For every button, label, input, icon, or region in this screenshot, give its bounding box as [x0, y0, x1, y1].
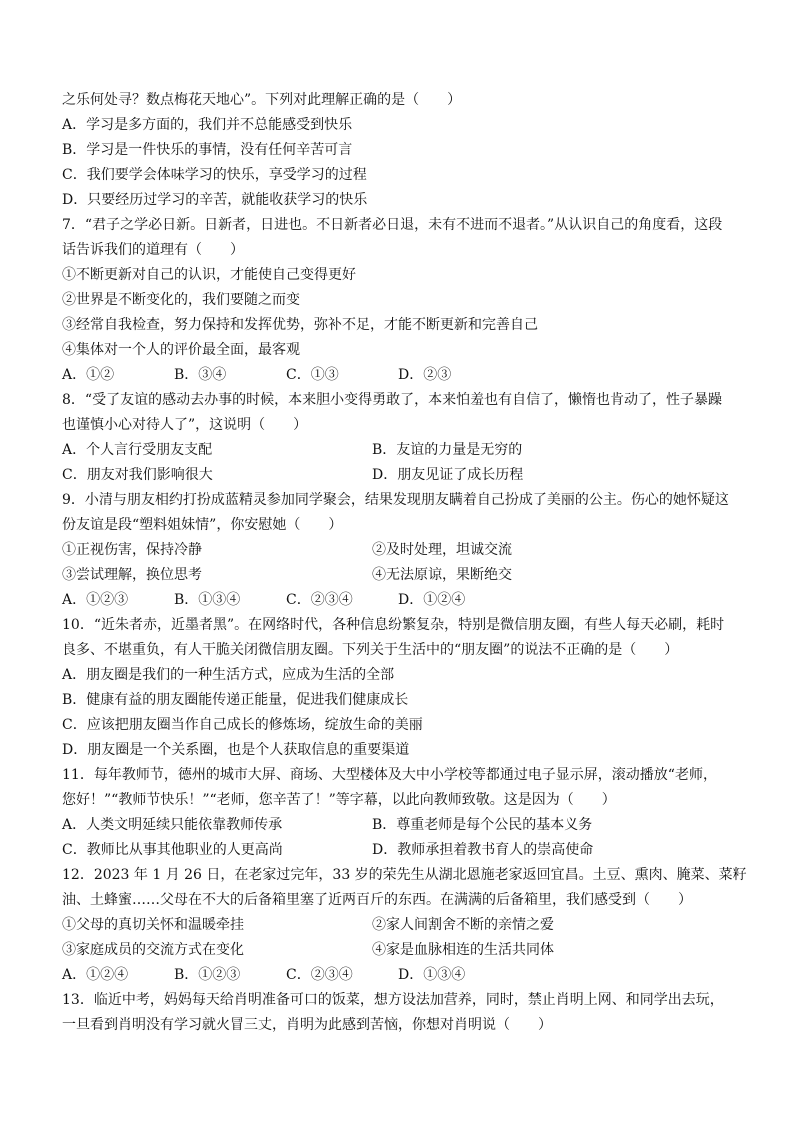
question-10-stem-line-2: 良多、不堪重负，有人干脆关闭微信朋友圈。下列关于生活中的“朋友圈”的说法不正确的是（ ） — [62, 642, 679, 658]
question-8-options-row-2 — [62, 463, 742, 488]
question-9-item-1: ①正视伤害，保持冷静 — [62, 542, 202, 558]
question-7-option-b: B．③④ — [174, 367, 227, 383]
question-9-items-row-1 — [62, 538, 742, 563]
question-12-item-1: ①父母的真切关怀和温暖牵挂 — [62, 917, 244, 933]
question-12-options — [62, 963, 742, 988]
question-9-option-c: C．②③④ — [286, 592, 353, 608]
question-8-option-a: A．个人言行受朋友支配 — [62, 442, 213, 458]
question-11-stem-line-1: 11．每年教师节，德州的城市大屏、商场、大型楼体及大中小学校等都通过电子显示屏，滚动播放“老师， — [62, 767, 717, 783]
question-12-item-3: ③家庭成员的交流方式在变化 — [62, 942, 244, 958]
question-9-items-row-2 — [62, 563, 742, 588]
question-11-option-b: B．尊重老师是每个公民的基本义务 — [372, 817, 593, 833]
question-12-stem-line-2: 油、土蜂蜜……父母在不大的后备箱里塞了近两百斤的东西。在满满的后备箱里，我们感受到（ ） — [62, 892, 692, 908]
question-11-options-row-2 — [62, 838, 742, 863]
question-7-stem-line-2: 话告诉我们的道理有（ ） — [62, 242, 244, 258]
question-12-item-2: ②家人间割舍不断的亲情之爱 — [372, 917, 554, 933]
question-6-option-a: A．学习是多方面的，我们并不总能感受到快乐 — [62, 117, 353, 133]
question-10-option-a: A．朋友圈是我们的一种生活方式，应成为生活的全部 — [62, 667, 395, 683]
question-11-option-c: C．教师比从事其他职业的人更高尚 — [62, 842, 283, 858]
question-12 — [62, 863, 747, 988]
question-7-item-2: ②世界是不断变化的，我们要随之而变 — [62, 292, 300, 308]
question-11-option-d: D．教师承担着教书育人的崇高使命 — [372, 842, 594, 858]
question-12-option-b: B．①②③ — [174, 967, 241, 983]
question-9-item-4: ④无法原谅，果断绝交 — [372, 567, 512, 583]
question-7-option-c: C．①③ — [286, 367, 339, 383]
question-12-items-row-2 — [62, 938, 742, 963]
question-7 — [62, 213, 742, 388]
question-8-option-d: D．朋友见证了成长历程 — [372, 467, 524, 483]
question-8-option-c: C．朋友对我们影响很大 — [62, 467, 213, 483]
question-6-option-c: C．我们要学会体味学习的快乐，享受学习的过程 — [62, 167, 367, 183]
question-13-stem-line-2: 一旦看到肖明没有学习就火冒三丈，肖明为此感到苦恼，你想对肖明说（ ） — [62, 1017, 552, 1033]
question-6-option-b: B．学习是一件快乐的事情，没有任何辛苦可言 — [62, 142, 353, 158]
question-7-options — [62, 363, 742, 388]
question-8 — [62, 388, 742, 488]
question-12-item-4: ④家是血脉相连的生活共同体 — [372, 942, 554, 958]
question-8-option-b: B．友谊的力量是无穷的 — [372, 442, 523, 458]
question-9-option-a: A．①②③ — [62, 592, 129, 608]
question-9-option-b: B．①③④ — [174, 592, 241, 608]
question-9-options — [62, 588, 742, 613]
question-11-stem-line-2: 您好！”“教师节快乐！”“老师，您辛苦了！”等字幕，以此向教师致敬。这是因为（ ） — [62, 792, 616, 808]
question-8-options-row-1 — [62, 438, 742, 463]
question-list — [62, 88, 747, 1038]
question-9-stem-line-2: 份友谊是段“塑料姐妹情”，你安慰她（ ） — [62, 517, 343, 533]
question-11 — [62, 763, 742, 863]
question-10-option-b: B．健康有益的朋友圈能传递正能量，促进我们健康成长 — [62, 692, 409, 708]
question-12-option-c: C．②③④ — [286, 967, 353, 983]
question-12-option-a: A．①②④ — [62, 967, 129, 983]
question-13-stem-line-1: 13．临近中考，妈妈每天给肖明准备可口的饭菜，想方设法加营养，同时，禁止肖明上网、和同学出去玩， — [62, 992, 724, 1008]
question-6-stem: 之乐何处寻？数点梅花天地心”。下列对此理解正确的是（ ） — [62, 92, 462, 108]
question-7-item-1: ①不断更新对自己的认识，才能使自己变得更好 — [62, 267, 356, 283]
question-11-options-row-1 — [62, 813, 742, 838]
question-12-stem-line-1: 12．2023 年 1 月 26 日，在老家过完年，33 岁的荣先生从湖北恩施老家返回宜昌。土豆、熏肉、腌菜、菜籽 — [62, 867, 747, 883]
question-7-item-4: ④集体对一个人的评价最全面，最客观 — [62, 342, 300, 358]
question-10-option-c: C．应该把朋友圈当作自己成长的修炼场，绽放生命的美丽 — [62, 717, 423, 733]
question-9-item-2: ②及时处理，坦诚交流 — [372, 542, 512, 558]
question-10-stem-line-1: 10．“近朱者赤，近墨者黑”。在网络时代，各种信息纷繁复杂，特别是微信朋友圈，有些人每天必刷，耗时 — [62, 617, 725, 633]
question-6 — [62, 88, 742, 213]
question-10 — [62, 613, 742, 763]
question-7-item-3: ③经常自我检查，努力保持和发挥优势，弥补不足，才能不断更新和完善自己 — [62, 317, 538, 333]
question-9 — [62, 488, 742, 613]
question-10-option-d: D．朋友圈是一个关系圈，也是个人获取信息的重要渠道 — [62, 742, 410, 758]
question-11-option-a: A．人类文明延续只能依靠教师传承 — [62, 817, 283, 833]
question-9-item-3: ③尝试理解，换位思考 — [62, 567, 202, 583]
question-8-stem-line-1: 8．“受了友谊的感动去办事的时候，本来胆小变得勇敢了，本来怕羞也有自信了，懒惰也肯动了，性子暴躁 — [62, 392, 723, 408]
question-7-option-a: A．①② — [62, 367, 115, 383]
question-12-option-d: D．①③④ — [398, 967, 466, 983]
question-6-option-d: D．只要经历过学习的辛苦，就能收获学习的快乐 — [62, 192, 368, 208]
question-13 — [62, 988, 742, 1038]
question-7-option-d: D．②③ — [398, 367, 452, 383]
question-9-option-d: D．①②④ — [398, 592, 466, 608]
question-8-stem-line-2: 也谨慎小心对待人了”，这说明（ ） — [62, 417, 308, 433]
question-12-items-row-1 — [62, 913, 742, 938]
question-7-stem-line-1: 7．“君子之学必日新。日新者，日进也。不日新者必日退，未有不进而不退者。”从认识自己的角度看，这段 — [62, 217, 723, 233]
question-9-stem-line-1: 9．小清与朋友相约打扮成蓝精灵参加同学聚会，结果发现朋友瞒着自己扮成了美丽的公主。伤心的她怀疑这 — [62, 492, 729, 508]
